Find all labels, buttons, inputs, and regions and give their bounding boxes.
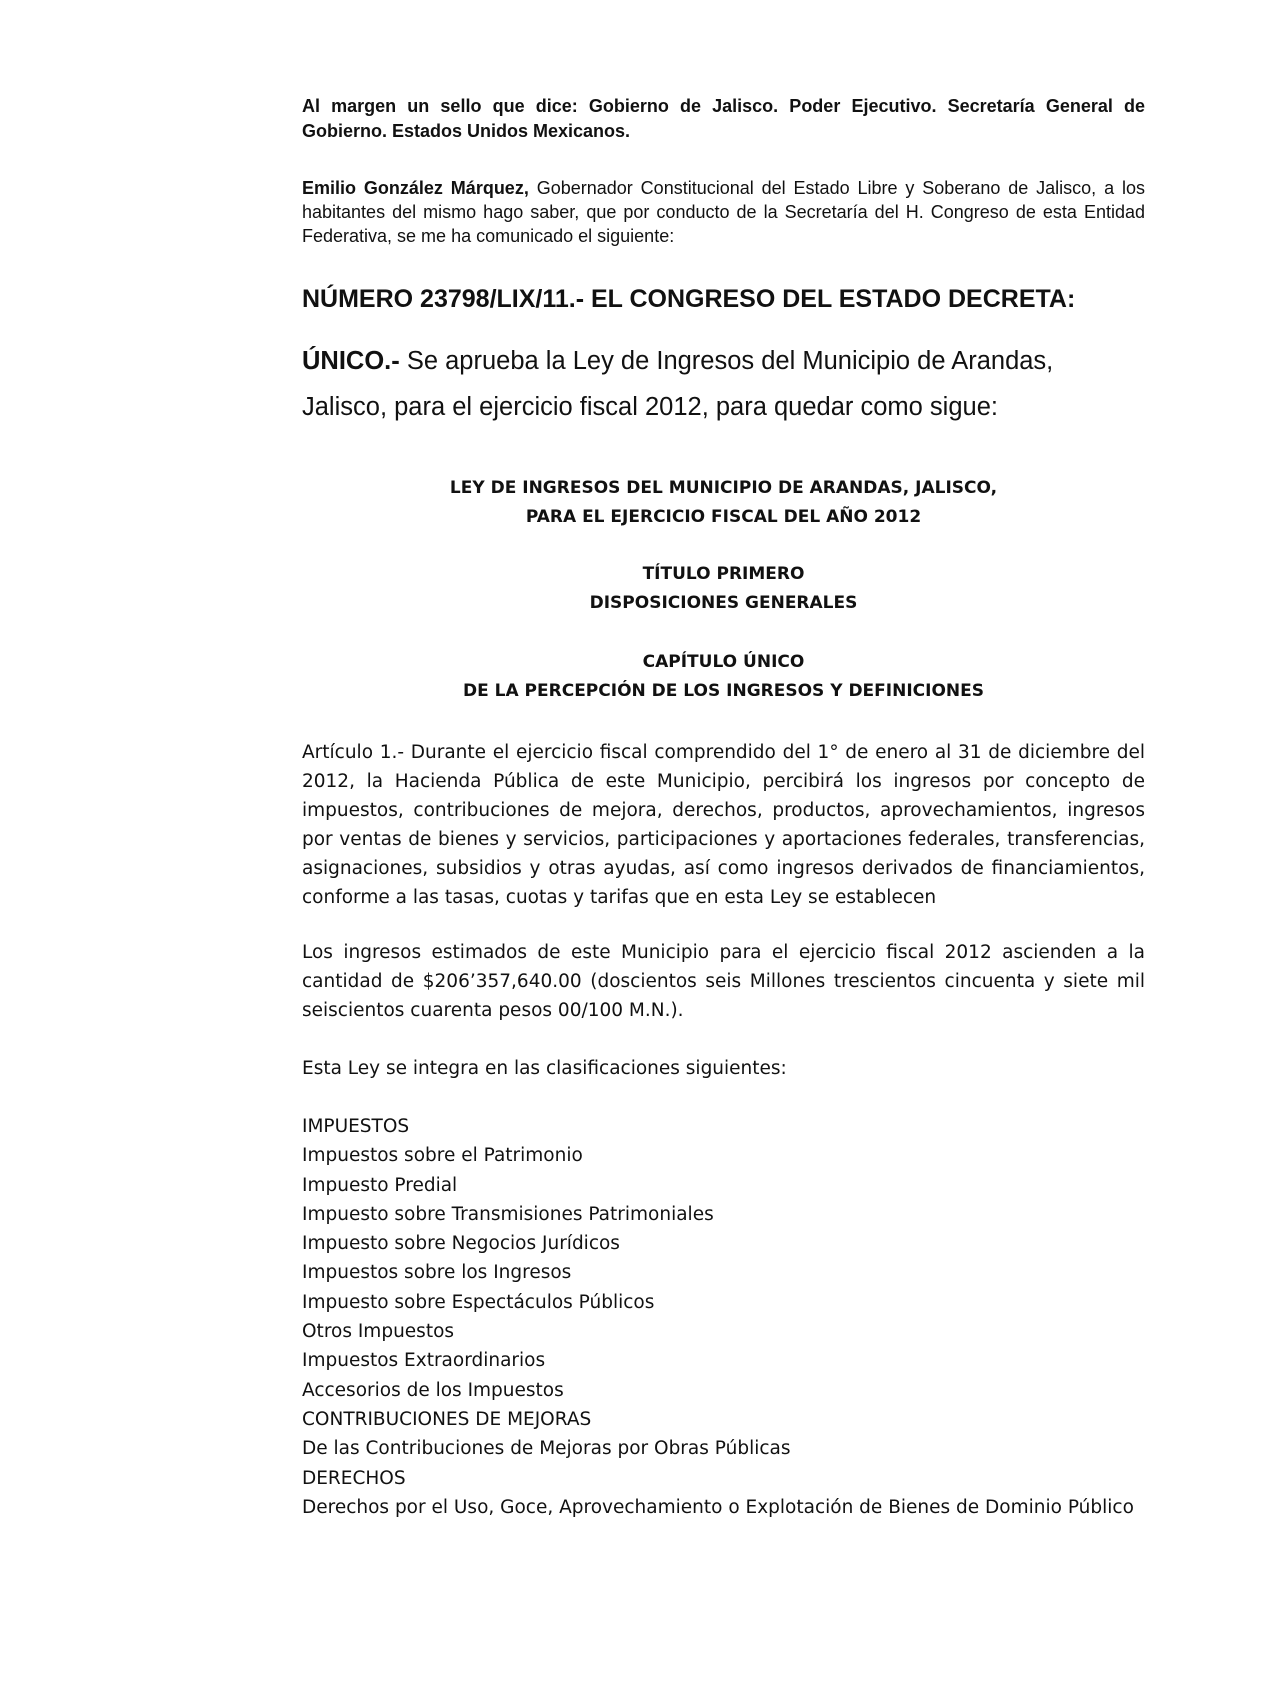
law-title-line-1: LEY DE INGRESOS DEL MUNICIPIO DE ARANDAS, JALISCO, (449, 478, 998, 498)
capitulo-heading (302, 648, 1145, 706)
list-item: DERECHOS (302, 1467, 406, 1489)
list-item: CONTRIBUCIONES DE MEJORAS (302, 1408, 592, 1430)
capitulo-line-1: CAPÍTULO ÚNICO (642, 652, 805, 672)
capitulo-line-2: DE LA PERCEPCIÓN DE LOS INGRESOS Y DEFINICIONES (463, 681, 984, 701)
classifications-intro: Esta Ley se integra en las clasificaciones siguientes: (302, 1058, 787, 1079)
list-item: Impuesto sobre Transmisiones Patrimoniales (302, 1203, 714, 1225)
titulo-heading (302, 560, 1145, 618)
governor-text: Gobernador Constitucional del Estado Libre y Soberano de Jalisco, a los habitantes del mismo hago saber, que por conducto de la Secretaría del H. Congreso de esta Entidad Federativa, se me ha comunicado el siguiente: (302, 178, 1145, 246)
classifications-list (302, 1112, 1145, 1522)
law-title-line-2: PARA EL EJERCICIO FISCAL DEL AÑO 2012 (525, 507, 922, 527)
list-item: Otros Impuestos (302, 1321, 455, 1343)
list-item: Impuesto sobre Negocios Jurídicos (302, 1233, 620, 1255)
estimated-income-paragraph: Los ingresos estimados de este Municipio para el ejercicio fiscal 2012 ascienden a la cantidad de $206’357,640.00 (doscientos seis Millones trescientos cincuenta y siete mil seiscientos cuarenta pesos 00/100 M.N.). (302, 942, 1145, 1021)
article-1-paragraph: Artículo 1.- Durante el ejercicio fiscal comprendido del 1° de enero al 31 de diciembre del 2012, la Hacienda Pública de este Municipio, percibirá los ingresos por concepto de impuestos, contribuciones de mejora, derechos, productos, aprovechamientos, ingresos por ventas de bienes y servicios, participaciones y aportaciones federales, transferencias, asignaciones, subsidios y otras ayudas, así como ingresos derivados de financiamientos, conforme a las tasas, cuotas y tarifas que en esta Ley se establecen (302, 742, 1145, 908)
governor-name: Emilio González Márquez, (302, 178, 529, 198)
governor-proclamation (302, 176, 1145, 248)
titulo-line-1: TÍTULO PRIMERO (642, 564, 805, 584)
unico-text: Se aprueba la Ley de Ingresos del Municipio de Arandas, Jalisco, para el ejercicio fiscal 2012, para quedar como sigue: (302, 347, 1054, 421)
list-item: Impuesto Predial (302, 1174, 458, 1196)
decree-number-heading: NÚMERO 23798/LIX/11.- EL CONGRESO DEL ESTADO DECRETA: (302, 285, 1076, 313)
list-item: Derechos por el Uso, Goce, Aprovechamiento o Explotación de Bienes de Dominio Público (302, 1496, 1134, 1518)
list-item: De las Contribuciones de Mejoras por Obras Públicas (302, 1438, 791, 1460)
list-item: Impuestos sobre el Patrimonio (302, 1145, 583, 1167)
law-title (302, 474, 1145, 532)
unico-paragraph (302, 338, 1145, 430)
list-item: Impuestos Extraordinarios (302, 1350, 546, 1372)
list-item: Impuestos sobre los Ingresos (302, 1262, 572, 1284)
list-item: IMPUESTOS (302, 1116, 410, 1137)
list-item: Accesorios de los Impuestos (302, 1379, 564, 1401)
margin-seal-note: Al margen un sello que dice: Gobierno de Jalisco. Poder Ejecutivo. Secretaría General de Gobierno. Estados Unidos Mexicanos. (302, 96, 1145, 141)
titulo-line-2: DISPOSICIONES GENERALES (589, 593, 858, 613)
list-item: Impuesto sobre Espectáculos Públicos (302, 1291, 655, 1313)
unico-label: ÚNICO.- (302, 347, 400, 375)
